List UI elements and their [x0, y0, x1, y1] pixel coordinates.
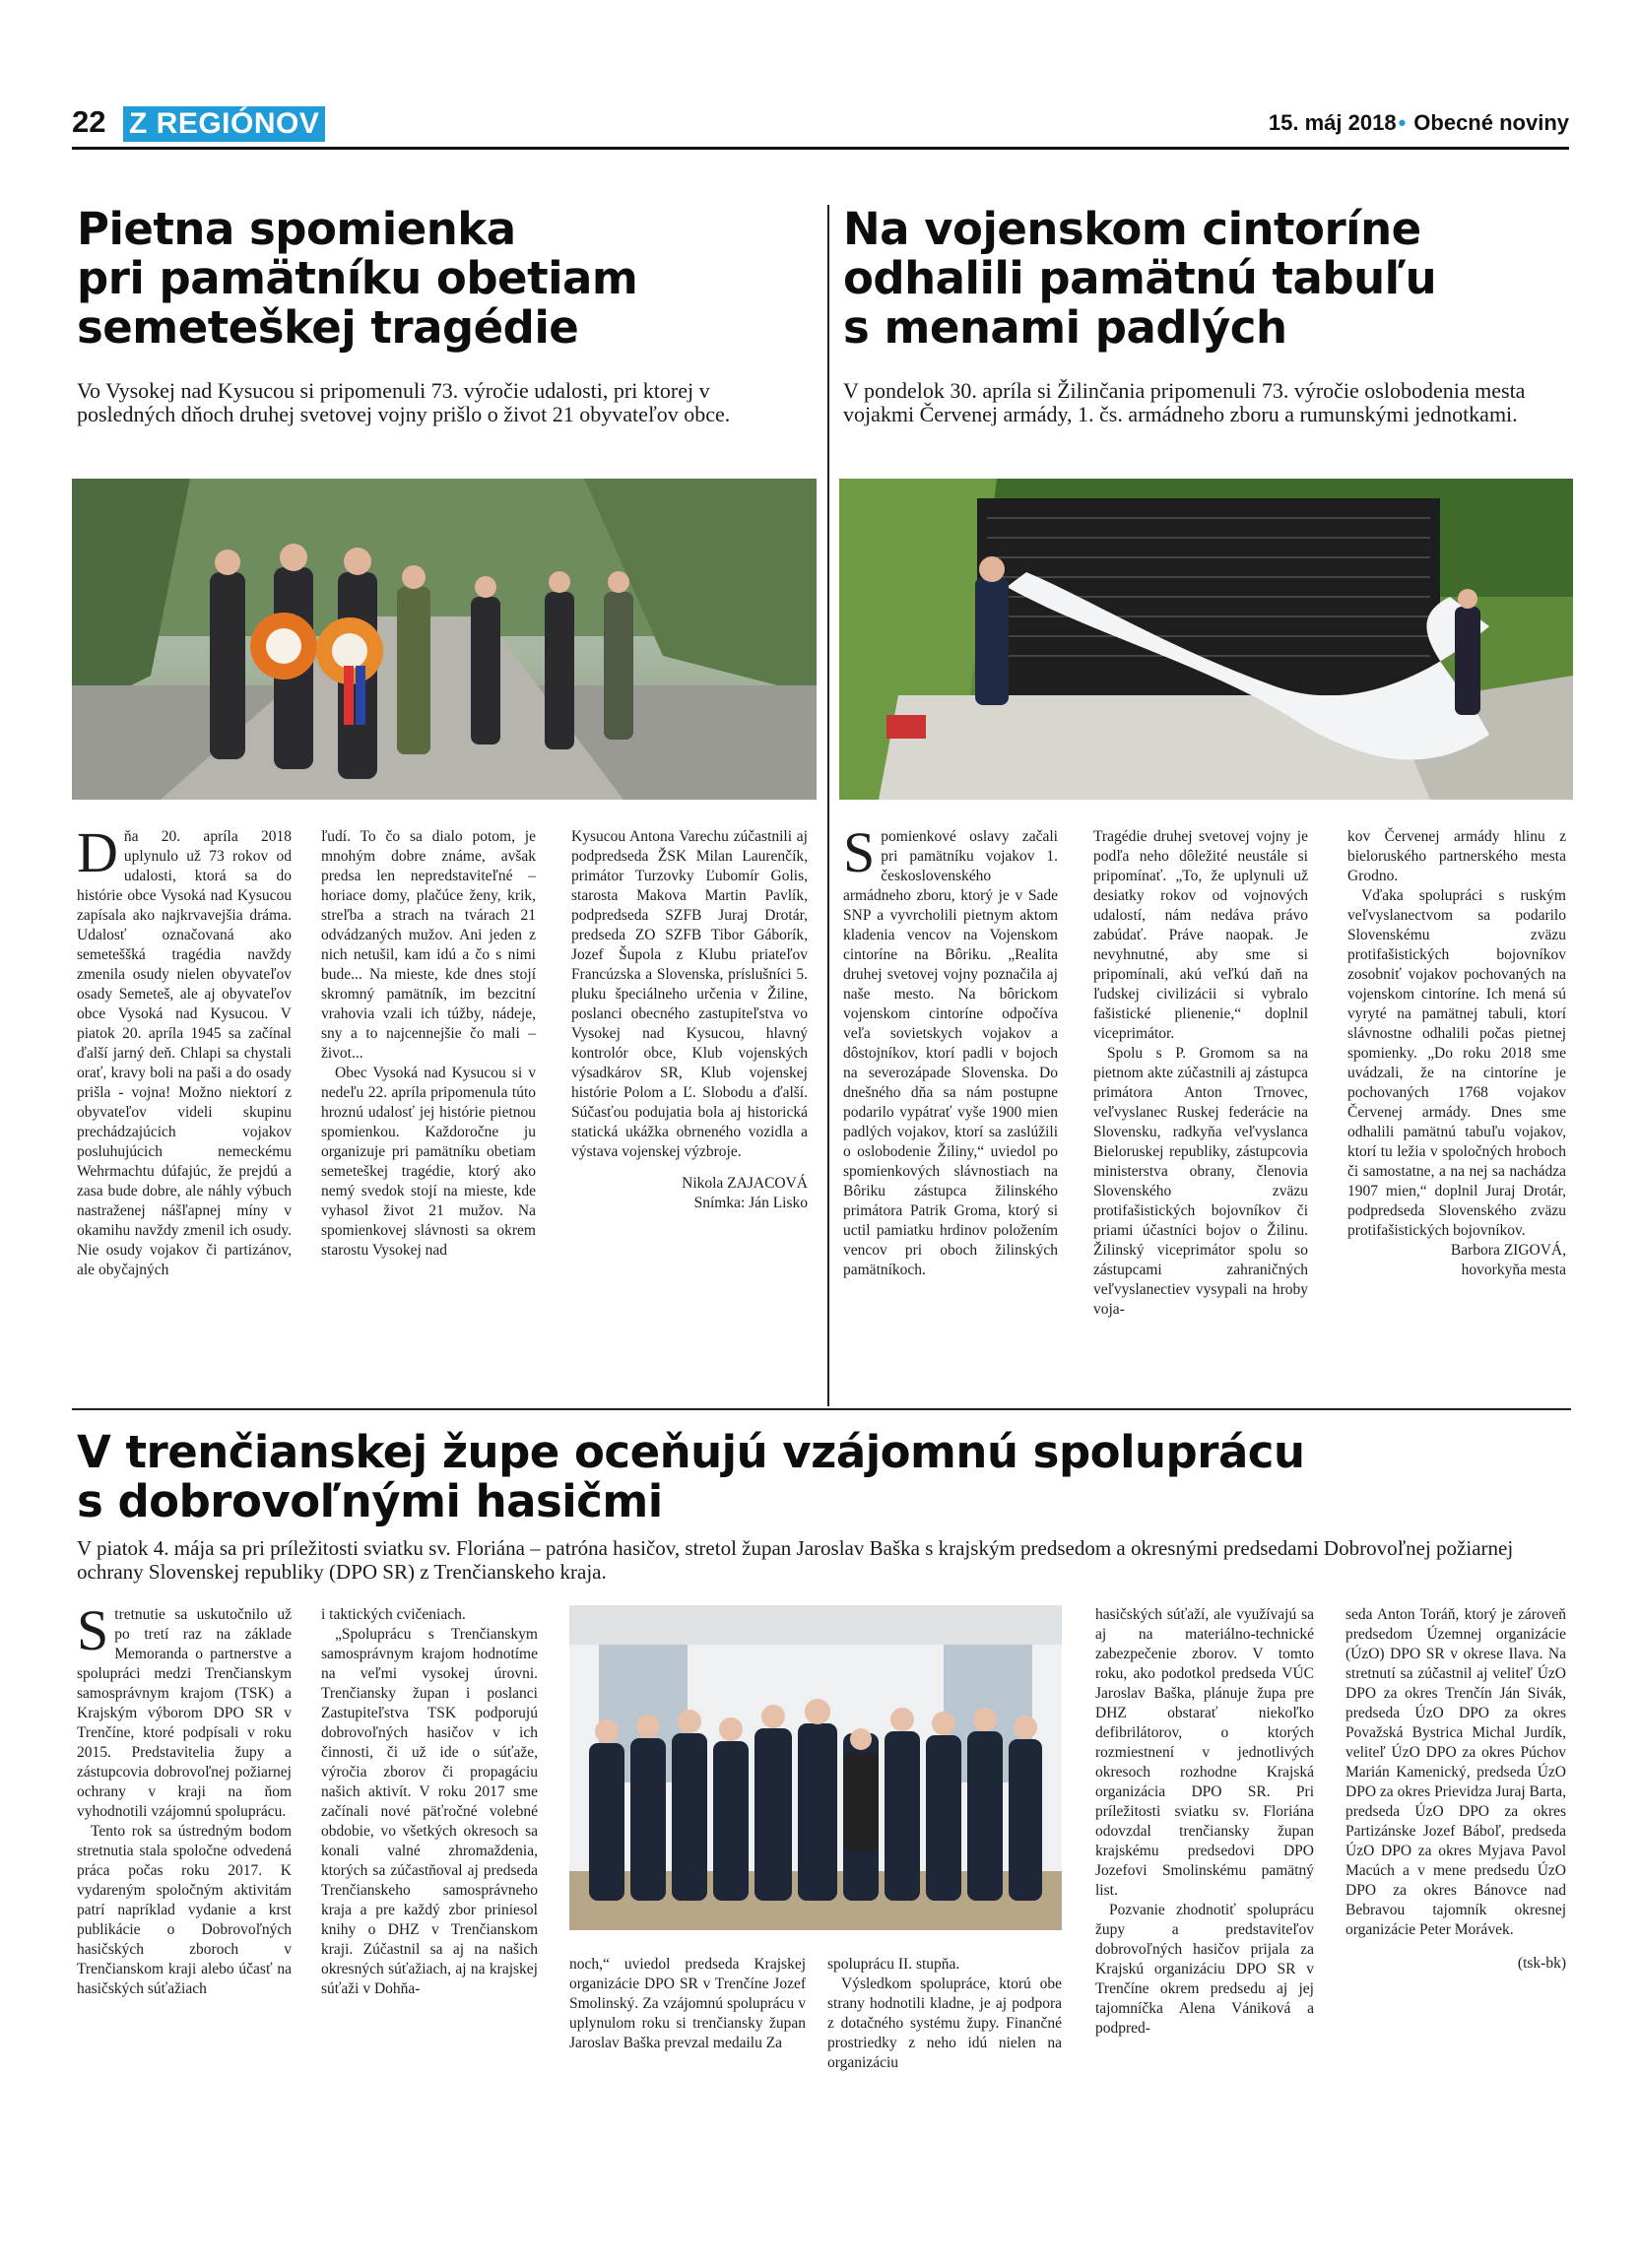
body-text: „Spoluprácu s Trenčianskym samosprávnym krajom hodnotíme na veľmi vysokej úrovni. Trenčiansky župan i poslanci Zastupiteľstva TSK podporujú dobrovoľných hasičov v ich činnosti, či už ide o súťaže, výročia zborov či propagáciu našich aktivít. V roku 2017 sme začínali nové päťročné volebné obdobie, vo všetkých okresoch sa konali valné zhromaždenia, ktorých sa zúčastňoval aj predseda Trenčianskeho samosprávneho kraja a pre každý zbor priniesol knihy o DHZ v Trenčianskom kraji. Zúčastnil sa aj na našich okresných súťažiach, aj na krajskej súťaži v Dohňa-	[321, 1626, 538, 1997]
article1-column-3	[571, 827, 808, 1213]
article3-column-6	[1345, 1605, 1566, 1974]
publication-name: Obecné noviny	[1413, 110, 1569, 135]
author-role: hovorkyňa mesta	[1461, 1262, 1566, 1278]
article2-lead: V pondelok 30. apríla si Žilinčania pripomenuli 73. výročie oslobodenia mesta vojakmi Červenej armády, 1. čs. armádneho zboru a rumunskými jednotkami.	[843, 378, 1526, 426]
dropcap: D	[77, 820, 118, 884]
headline-line: s dobrovoľnými hasičmi	[77, 1475, 663, 1527]
body-text: kov Červenej armády hlinu z bieloruského partnerského mesta Grodno.	[1347, 828, 1566, 884]
body-text: Tragédie druhej svetovej vojny je podľa neho dôležité neustále si pripomínať. „To, že uplynuli už desiatky rokov od vojnových udalostí, nám nedáva právo zabúdať. Práve naopak. Je nevyhnutné, aby sme si pripomínali, akú veľkú daň na ľudskej civilizácii si vybralo fašistické plienenie,“ doplnil viceprimátor.	[1093, 828, 1308, 1042]
body-text: Obec Vysoká nad Kysucou si v nedeľu 22. apríla pripomenula túto hroznú udalosť jej histórie pietnou spomienkou. Každoročne ju organizuje pri pamätníku obetiam semeteškej tragédie, ktorý ako nemý svedok stojí na mieste, kde vyhasol život 21 mužov. Na spomienkovej slávnosti sa okrem starostu Vysokej nad	[321, 1065, 536, 1259]
article1-column-2	[321, 827, 536, 1261]
article3-column-4	[827, 1955, 1062, 2073]
body-text: Vďaka spolupráci s ruským veľvyslanectvom sa podarilo Slovenskému zväzu protifašistických bojovníkov zosobniť vojakov pochovaných na vojenskom cintoríne. Ich mená sú vyryté na pamätnej tabuli, ktorí slávnostne odhalili počas pietnej spomienky. „Do roku 2018 sme uvádzali, že na cintoríne je pochovaných 1768 vojakov Červenej armády. Dnes sme odhalili pamätnú tabuľu vojakov, ktorí tu ležia v spoločných hroboch či samostatne, a na nej sa nachádza 1907 mien,“ doplnil Juraj Drotár, podpredseda Slovenského zväzu protifašistických bojovníkov.	[1347, 887, 1566, 1239]
headline-line: semeteškej tragédie	[77, 301, 579, 354]
wreath-ceremony-photo	[72, 479, 817, 800]
issue-info	[1269, 110, 1569, 136]
body-text: i taktických cvičeniach.	[321, 1606, 466, 1623]
article2-column-2	[1093, 827, 1308, 1320]
body-text: Kysucou Antona Varechu zúčastnili aj podpredseda ŽSK Milan Laurenčík, primátor Turzovky Ľubomír Golis, starosta Makova Martin Pavlík, podpredseda SZFB Juraj Drotár, predseda ZO SZFB Tibor Gáborík, Jozef Šupola z Klubu priateľov Francúzska a Slovenska, príslušníci 5. pluku špeciálneho určenia v Žiline, poslanci obecného zastupiteľstva vo Vysokej nad Kysucou, hlavný kontrolór obce, Klub vojenských výsadkárov SR, Klub vojenskej histórie Polom a Ľ. Slobodu a ďalší. Súčasťou podujatia bola aj historická statická ukážka obrneného vozidla a výstava vojenskej výzbroje.	[571, 828, 808, 1160]
memorial-unveiling-photo	[839, 479, 1573, 800]
body-text: Tento rok sa ústredným bodom stretnutia stala spoločne odvedená práca počas roku 2017. K vydareným spoločným aktivitám patrí napríklad vydanie a krst publikácie o Dobrovoľných hasičských zboroch v Trenčianskom kraji alebo účasť na hasičských súťažiach	[77, 1823, 292, 1997]
dropcap: S	[843, 820, 876, 884]
body-text: seda Anton Toráň, ktorý je zároveň predsedom Územnej organizácie (ÚzO) DPO SR v okrese Ilava. Na stretnutí sa zúčastnil aj veliteľ ÚzO DPO za okres Trenčín Ján Sivák, predseda ÚzO DPO za okres Považská Bystrica Michal Jurdík, veliteľ ÚzO DPO za okres Púchov Marián Kamenický, predseda ÚzO DPO za okres Prievidza Juraj Barta, predseda ÚzO DPO za okres Partizánske Jozef Báboľ, predseda ÚzO DPO za okres Myjava Pavol Macúch a v mene predsedu ÚzO DPO za okres Bánovce nad Bebravou tajomník okresnej organizácie Peter Morávek.	[1345, 1606, 1566, 1938]
body-text: hasičských súťaží, ale využívajú sa aj na materiálno-technické zabezpečenie zborov. V tomto roku, ako podotkol predseda VÚC Jaroslav Baška, plánuje župa pre DHZ obstarať niekoľko defibrilátorov, o ktorých rozmiestnení v jednotlivých okresoch rozhodne Krajská organizácia DPO SR. Pri príležitosti sviatku sv. Floriána odovzdal trenčiansky župan krajskému predsedovi DPO Jozefovi Smolinskému pamätný list.	[1095, 1606, 1314, 1899]
headline-line: odhalili pamätnú tabuľu	[843, 252, 1437, 304]
signature: (tsk-bk)	[1517, 1955, 1566, 1972]
section-label: Z REGIÓNOV	[123, 106, 325, 142]
article3-column-1	[77, 1598, 292, 1999]
photo-credit: Snímka: Ján Lisko	[693, 1195, 808, 1211]
headline-line: Na vojenskom cintoríne	[843, 203, 1421, 255]
body-text: tretnutie sa uskutočnilo už po tretí raz na základe Memoranda o partnerstve a spolupráci medzi Trenčianskym samosprávnym krajom (TSK) a Krajským výborom DPO SR v Trenčíne, ktoré podpísali v roku 2015. Predstavitelia župy a zástupcovia dobrovoľnej požiarnej ochrany v kraji na ňom vyhodnotili vzájomnú spoluprácu.	[77, 1606, 292, 1820]
page-header	[72, 104, 1569, 146]
headline-line: V trenčianskej župe oceňujú vzájomnú spoluprácu	[77, 1426, 1305, 1478]
article2-headline	[843, 205, 1572, 353]
dropcap: S	[77, 1598, 109, 1662]
page-number: 22	[72, 104, 106, 139]
headline-line: pri pamätníku obetiam	[77, 252, 638, 304]
author-name: Barbora ZIGOVÁ,	[1450, 1242, 1566, 1259]
body-text: Výsledkom spolupráce, ktorú obe strany hodnotili kladne, je aj podpora z dotačného systému župy. Finančné prostriedky z neho idú nielen na organizáciu	[827, 1976, 1062, 2071]
body-text: ňa 20. apríla 2018 uplynulo už 73 rokov od udalosti, ktorá sa do histórie obce Vysoká nad Kysucou zapísala ako najkrvavejšia dráma. Udalosť označovaná ako semeteššká tragédia navždy zmenila osudy nielen obyvateľov osady Semeteš, ale aj obyvateľov obce Vysoká nad Kysucou. V piatok 20. apríla 1945 sa začínal ďalší jarný deň. Chlapi sa chystali orať, kravy boli na paši a do osady prišla - vojna! Možno niektorí z obyvateľov videli skupinu prechádzajúcich vojakov posluhujúcich nemeckému Wehrmachtu dúfajúc, že prejdú a zasa bude dobre, ale náhly výbuch nastraženej nášľapnej míny v okamihu navždy zmenil ich osudy. Nie osudy vojakov či partizánov, ale obyčajných	[77, 828, 292, 1278]
article1-headline	[77, 205, 825, 353]
article2-column-3	[1347, 827, 1566, 1280]
header-rule	[72, 147, 1569, 150]
firefighters-group-photo	[569, 1605, 1062, 1930]
article3-column-2	[321, 1605, 538, 1999]
body-text: noch,“ uviedol predseda Krajskej organizácie DPO SR v Trenčíne Jozef Smolinský. Za vzájomnú spoluprácu v uplynulom roku si trenčiansky župan Jaroslav Baška prevzal medailu Za	[569, 1956, 806, 2051]
article3-lead: V piatok 4. mája sa pri príležitosti sviatku sv. Floriána – patróna hasičov, stretol župan Jaroslav Baška s krajským predsedom a okresnými predsedami Dobrovoľnej požiarnej ochrany Slovenskej republiky (DPO SR) z Trenčianskeho kraja.	[77, 1536, 1514, 1584]
article2-column-1	[843, 820, 1058, 1280]
body-text: Spolu s P. Gromom sa na pietnom akte zúčastnili aj zástupca primátora Anton Trnovec, veľvyslanec Ruskej federácie na Slovensku, radkyňa veľvyslanca Bieloruskej republiky, zástupcovia ministerstva obrany, členovia Slovenského zväzu protifašistických bojovníkov či priami účastníci bojov o Žilinu. Žilinský viceprimátor spolu so zástupcami zahraničných veľvyslanectiev vysypali na hroby voja-	[1093, 1045, 1308, 1318]
body-text: spoluprácu II. stupňa.	[827, 1956, 960, 1973]
article3-column-3	[569, 1955, 806, 2053]
body-text: ľudí. To čo sa dialo potom, je mnohým dobre známe, avšak predsa len nepredstaviteľné – horiace domy, plačúce ženy, krik, streľba a strach na tvárach 21 odvádzaných mužov. Ani jeden z nich netušil, kam idú a čo s nimi bude... Na mieste, kde dnes stojí skromný pamätník, im bezcitní vrahovia vzali ich túžby, nádeje, sny a to najcennejšie čo mali – život...	[321, 828, 536, 1062]
author-name: Nikola ZAJACOVÁ	[682, 1175, 808, 1192]
separator-dot: •	[1398, 110, 1407, 135]
body-text: pomienkové oslavy začali pri pamätníku vojakov 1. československého armádneho zboru, ktorý je v Sade SNP a vyvrcholili pietnym aktom kladenia vencov na Vojenskom cintoríne na Bôriku. „Realita druhej svetovej vojny poznačila aj naše mesto. Na bôrickom vojenskom cintoríne odpočíva veľa sovietskych vojakov a dôstojníkov, ktorí padli v bojoch na severozápade Slovenska. Do dnešného dňa sa nám postupne podarilo vypátrať vyše 1900 mien padlých vojakov, ktorí sa zaslúžili o oslobodenie Žiliny,“ uviedol po spomienkových slávnostiach na Bôriku zástupca žilinského primátora Patrik Groma, ktorý si uctil pamiatku hrdinov položením vencov pri oboch žilinských pamätníkoch.	[843, 828, 1058, 1278]
column-divider	[827, 205, 829, 1406]
body-text: Pozvanie zhodnotiť spoluprácu župy a predstaviteľov dobrovoľných hasičov prijala za Krajskú organizáciu DPO SR v Trenčíne okrem predsedu aj jej tajomníčka Alena Vániková a podpred-	[1095, 1902, 1314, 2037]
article1-column-1	[77, 820, 292, 1280]
issue-date: 15. máj 2018	[1268, 110, 1397, 135]
article3-headline	[77, 1428, 1554, 1526]
article1-lead: Vo Vysokej nad Kysucou si pripomenuli 73. výročie udalosti, pri ktorej v posledných dňoch druhej svetovej vojny prišlo o život 21 obyvateľov obce.	[77, 378, 731, 426]
section-divider	[72, 1408, 1571, 1410]
headline-line: Pietna spomienka	[77, 203, 516, 255]
article3-column-5	[1095, 1605, 1314, 2039]
headline-line: s menami padlých	[843, 301, 1287, 354]
